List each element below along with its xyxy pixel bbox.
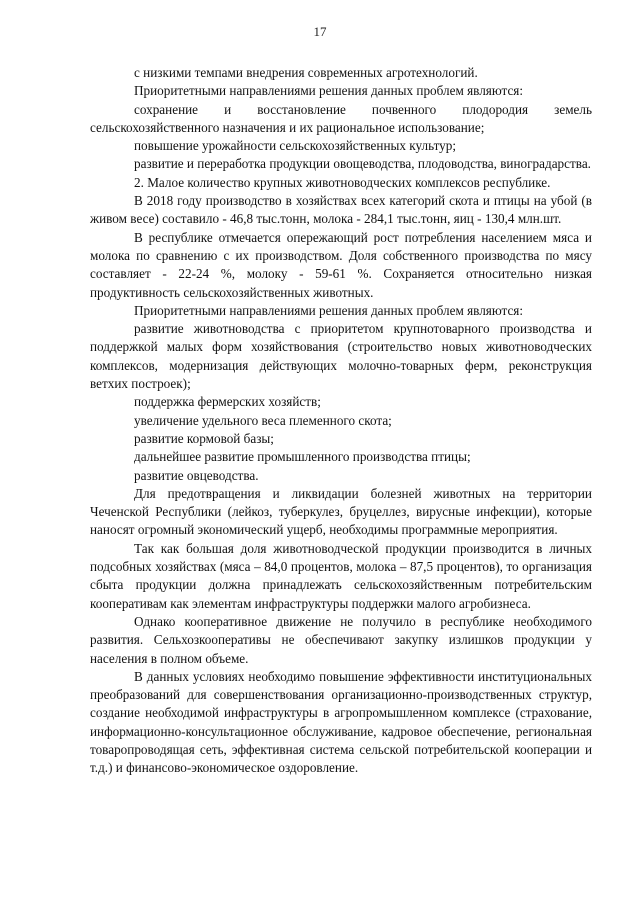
paragraph-8: В республике отмечается опережающий рост потребления населением мяса и молока по сравнению с их производством. Доля собственного производства по мясу составляет - 22-24 %, молоку - 59-61 %. Сохраняется относительно низкая продуктивность сельскохозяйственных животных. xyxy=(90,229,592,300)
paragraph-10: развитие животноводства с приоритетом крупнотоварного производства и поддержкой малых форм хозяйствования (строительство новых животноводческих комплексов, модернизация действующих молочно-товарных ферм, реконструкция ветхих построек); xyxy=(90,321,592,392)
document-body xyxy=(90,64,592,778)
paragraph-9: Приоритетными направлениями решения данных проблем являются: xyxy=(134,302,524,318)
paragraph-6: 2. Малое количество крупных животноводческих комплексов республике. xyxy=(134,174,551,190)
paragraph-11: поддержка фермерских хозяйств; xyxy=(134,394,321,410)
paragraph-12: увеличение удельного веса племенного скота; xyxy=(134,412,392,428)
paragraph-18: Однако кооперативное движение не получило в республике необходимого развития. Сельхозкооперативы не обеспечивают закупку излишков продукции у населения в полном объеме. xyxy=(90,613,592,666)
paragraph-14: дальнейшее развитие промышленного производства птицы; xyxy=(134,449,471,465)
paragraph-15: развитие овцеводства. xyxy=(134,467,259,483)
paragraph-19: В данных условиях необходимо повышение эффективности институциональных преобразований для совершенствования организационно-производственных структур, создание необходимой инфраструктуры в агропромышленном комплексе (страхование, информационно-консультационное обслуживание, кадровое обеспечение, региональная товаропроводящая сеть, эффективная система сельской потребительской кооперации и т.д.) и финансово-экономическое оздоровление. xyxy=(90,668,592,776)
paragraph-4: повышение урожайности сельскохозяйственных культур; xyxy=(134,138,457,154)
paragraph-1: с низкими темпами внедрения современных агротехнологий. xyxy=(134,65,478,80)
page-number: 17 xyxy=(313,24,327,39)
paragraph-7: В 2018 году производство в хозяйствах всех категорий скота и птицы на убой (в живом весе) составило - 46,8 тыс.тонн, молока - 284,1 тыс.тонн, яиц - 130,4 млн.шт. xyxy=(90,193,592,227)
paragraph-2: Приоритетными направлениями решения данных проблем являются: xyxy=(134,83,524,99)
paragraph-16: Для предотвращения и ликвидации болезней животных на территории Чеченской Республики (лейкоз, туберкулез, бруцеллез, вирусные инфекции), которые наносят огромный экономический ущерб, необходимы программные мероприятия. xyxy=(90,485,592,538)
paragraph-17: Так как большая доля животноводческой продукции производится в личных подсобных хозяйствах (мяса – 84,0 процентов, молока – 87,5 процентов), то организация сбыта продукции должна принадлежать сельскохозяйственным потребительским кооперативам как элементам инфраструктуры поддержки малого агробизнеса. xyxy=(90,540,592,611)
paragraph-13: развитие кормовой базы; xyxy=(134,430,274,446)
paragraph-3: сохранение и восстановление почвенного плодородия земель сельскохозяйственного назначения и их рациональное использование; xyxy=(90,101,592,135)
paragraph-5: развитие и переработка продукции овощеводства, плодоводства, виноградарства. xyxy=(134,156,591,172)
